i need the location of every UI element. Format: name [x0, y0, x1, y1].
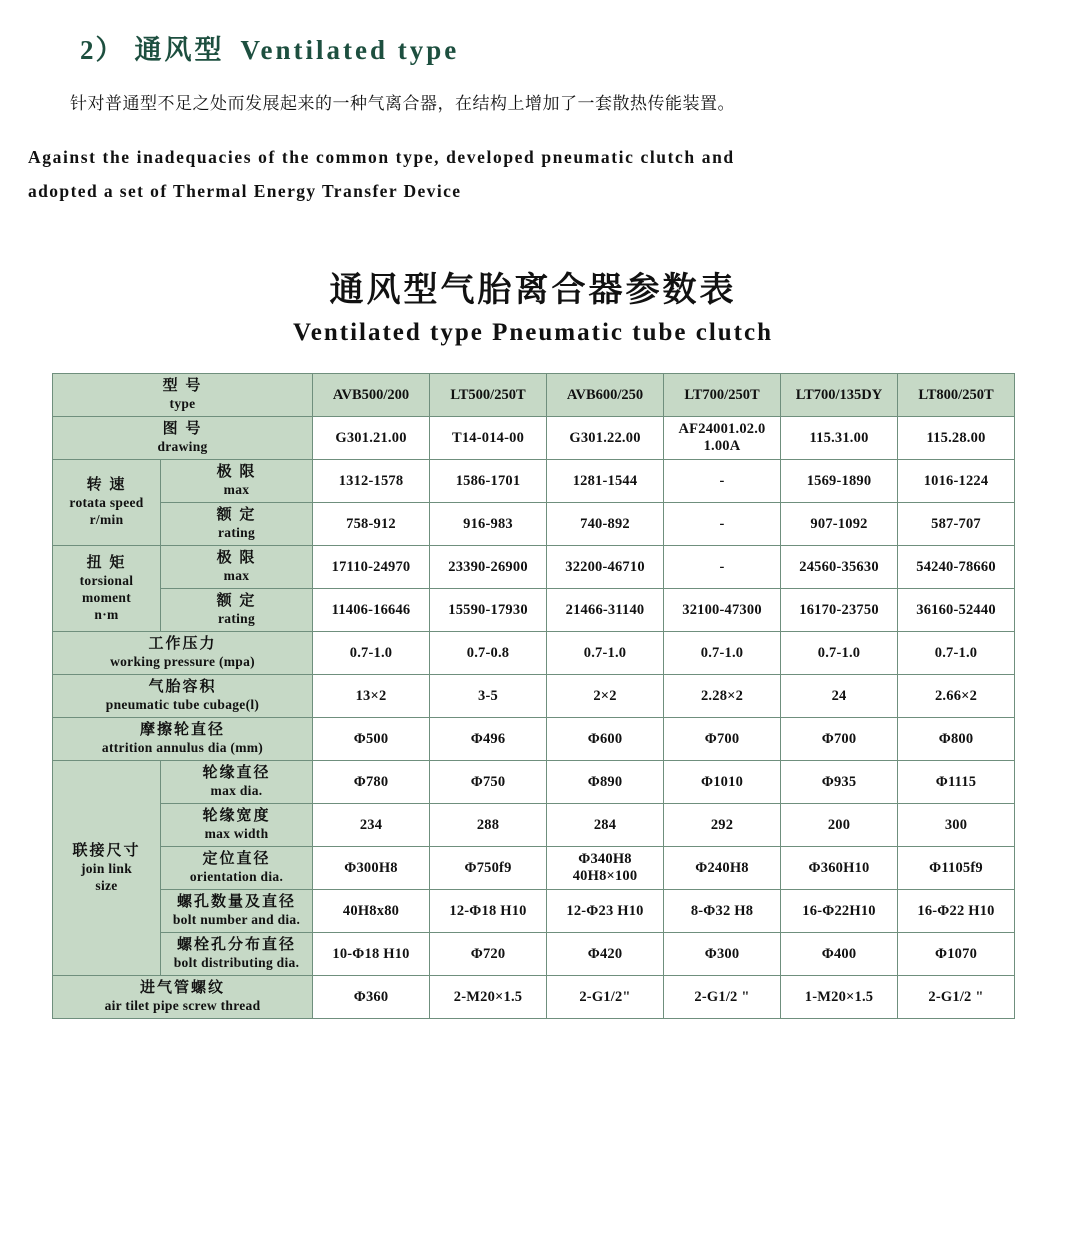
cell-value: 0.7-1.0: [664, 632, 781, 675]
cell-value: 11406-16646: [313, 589, 430, 632]
sub-label-en: rating: [217, 611, 256, 626]
cell-value: Φ300H8: [313, 847, 430, 890]
row-label-working-pressure: [53, 632, 313, 675]
row-label-cn: 气胎容积: [148, 679, 217, 695]
intro-paragraph-en: [28, 140, 1038, 208]
table-row: [53, 804, 1015, 847]
cell-value: 284: [547, 804, 664, 847]
cell-value: Φ496: [430, 718, 547, 761]
table-row: [53, 933, 1015, 976]
cell-value: 1312-1578: [313, 460, 430, 503]
intro-paragraph-en-line1: Against the inadequacies of the common type, developed pneumatic clutch and: [28, 147, 735, 167]
cell-value: 1586-1701: [430, 460, 547, 503]
cell-value: 758-912: [313, 503, 430, 546]
sub-label-cn: 轮缘宽度: [202, 808, 271, 824]
sub-label-cn: 螺孔数量及直径: [177, 894, 297, 910]
cell-value: Φ750f9: [430, 847, 547, 890]
section-title-cn: 通风型: [134, 35, 225, 65]
group-label-en2: r/min: [89, 512, 124, 527]
sub-label-cn: 额 定: [216, 507, 257, 523]
cell-value: 17110-24970: [313, 546, 430, 589]
row-sublabel-bolt-distributing: [161, 933, 313, 976]
intro-paragraph-en-line2: adopted a set of Thermal Energy Transfer Device: [28, 181, 462, 201]
cell-value: Φ340H8 40H8×100: [547, 847, 664, 890]
cell-value: 740-892: [547, 503, 664, 546]
cell-value: 115.28.00: [898, 417, 1015, 460]
spec-table: [52, 373, 1015, 1019]
table-row: [53, 976, 1015, 1019]
cell-value: Φ800: [898, 718, 1015, 761]
table-row: [53, 847, 1015, 890]
cell-value: 2-G1/2": [547, 976, 664, 1019]
table-row: [53, 675, 1015, 718]
sub-label-en: bolt distributing dia.: [173, 955, 300, 970]
cell-value: Φ240H8: [664, 847, 781, 890]
cell-value: 2-M20×1.5: [430, 976, 547, 1019]
sub-label-cn: 螺栓孔分布直径: [177, 937, 297, 953]
row-sublabel-max: [161, 546, 313, 589]
column-header-6: LT800/250T: [898, 374, 1015, 417]
cell-value: 1-M20×1.5: [781, 976, 898, 1019]
sub-label-cn: 轮缘直径: [202, 765, 271, 781]
column-header-4: LT700/250T: [664, 374, 781, 417]
row-label-cn: 进气管螺纹: [140, 980, 226, 996]
cell-value: Φ890: [547, 761, 664, 804]
sub-label-en: max dia.: [210, 783, 263, 798]
sub-label-en: max width: [204, 826, 269, 841]
sub-label-en: max: [223, 482, 250, 497]
cell-value: 32100-47300: [664, 589, 781, 632]
cell-value: 12-Φ23 H10: [547, 890, 664, 933]
row-sublabel-orientation-dia: [161, 847, 313, 890]
cell-value: 115.31.00: [781, 417, 898, 460]
cell-value: Φ750: [430, 761, 547, 804]
row-sublabel-max-width: [161, 804, 313, 847]
column-header-1: AVB500/200: [313, 374, 430, 417]
cell-value: Φ700: [664, 718, 781, 761]
cell-value: Φ360: [313, 976, 430, 1019]
table-row: [53, 417, 1015, 460]
cell-value: Φ360H10: [781, 847, 898, 890]
cell-value: 2-G1/2 ": [898, 976, 1015, 1019]
sub-label-cn: 定位直径: [202, 851, 271, 867]
cell-value: Φ420: [547, 933, 664, 976]
cell-value: 23390-26900: [430, 546, 547, 589]
table-title-en: Ventilated type Pneumatic tube clutch: [293, 319, 773, 346]
cell-value: -: [664, 546, 781, 589]
cell-value: 288: [430, 804, 547, 847]
row-label-drawing: [53, 417, 313, 460]
row-label-cn: 型 号: [162, 378, 203, 394]
cell-value: 32200-46710: [547, 546, 664, 589]
table-row: [53, 374, 1015, 417]
cell-value: 0.7-1.0: [781, 632, 898, 675]
cell-value: -: [664, 460, 781, 503]
cell-value: 2×2: [547, 675, 664, 718]
column-header-2: LT500/250T: [430, 374, 547, 417]
cell-value: 587-707: [898, 503, 1015, 546]
cell-value: 12-Φ18 H10: [430, 890, 547, 933]
cell-value: 2-G1/2 ": [664, 976, 781, 1019]
cell-value: Φ1070: [898, 933, 1015, 976]
cell-value: 1569-1890: [781, 460, 898, 503]
cell-value: 0.7-1.0: [313, 632, 430, 675]
group-label-en2: size: [95, 877, 118, 893]
cell-value: 15590-17930: [430, 589, 547, 632]
cell-value: 2.66×2: [898, 675, 1015, 718]
row-sublabel-rating: [161, 503, 313, 546]
table-row: [53, 761, 1015, 804]
row-sublabel-rating: [161, 589, 313, 632]
cell-value: 1016-1224: [898, 460, 1015, 503]
row-group-join-link-size: [53, 761, 161, 976]
cell-value: 16170-23750: [781, 589, 898, 632]
sub-label-en: bolt number and dia.: [172, 912, 301, 927]
row-label-en: type: [169, 396, 196, 411]
cell-value: 292: [664, 804, 781, 847]
row-label-en: attrition annulus dia (mm): [101, 740, 264, 755]
cell-value: Φ1115: [898, 761, 1015, 804]
row-label-en: pneumatic tube cubage(l): [105, 697, 260, 712]
row-group-torsional-moment: [53, 546, 161, 632]
table-row: [53, 589, 1015, 632]
row-sublabel-max: [161, 460, 313, 503]
row-label-air-pipe-thread: [53, 976, 313, 1019]
group-label-cn: 联接尺寸: [72, 842, 141, 859]
sub-label-cn: 极 限: [216, 550, 257, 566]
row-label-cn: 摩擦轮直径: [140, 722, 226, 738]
section-number: 2）: [80, 35, 125, 65]
row-label-cn: 图 号: [162, 421, 203, 437]
cell-value: 3-5: [430, 675, 547, 718]
sub-label-en: rating: [217, 525, 256, 540]
group-label-en: rotata speed: [69, 495, 144, 510]
cell-value: Φ600: [547, 718, 664, 761]
cell-value: 0.7-1.0: [898, 632, 1015, 675]
cell-value: Φ500: [313, 718, 430, 761]
cell-value: Φ1105f9: [898, 847, 1015, 890]
cell-value: 234: [313, 804, 430, 847]
cell-value: 54240-78660: [898, 546, 1015, 589]
cell-value: 1281-1544: [547, 460, 664, 503]
row-label-cn: 工作压力: [148, 636, 217, 652]
group-label-en: torsional moment: [79, 572, 134, 605]
row-group-rotata-speed: [53, 460, 161, 546]
cell-value: 907-1092: [781, 503, 898, 546]
cell-value: 16-Φ22H10: [781, 890, 898, 933]
group-label-en: join link: [80, 860, 133, 876]
row-sublabel-bolt-number: [161, 890, 313, 933]
table-title-cn: 通风型气胎离合器参数表: [329, 272, 737, 309]
section-title-en: Ventilated type: [240, 35, 460, 65]
cell-value: Φ720: [430, 933, 547, 976]
cell-value: 300: [898, 804, 1015, 847]
row-label-attrition-annulus: [53, 718, 313, 761]
intro-paragraph-cn: 针对普通型不足之处而发展起来的一种气离合器，在结构上增加了一套散热传能装置。: [70, 94, 735, 113]
cell-value: Φ935: [781, 761, 898, 804]
cell-value: AF24001.02.0 1.00A: [664, 417, 781, 460]
cell-value: 21466-31140: [547, 589, 664, 632]
cell-value: Φ1010: [664, 761, 781, 804]
cell-value: 200: [781, 804, 898, 847]
sub-label-en: orientation dia.: [189, 869, 284, 884]
column-header-5: LT700/135DY: [781, 374, 898, 417]
cell-value: Φ300: [664, 933, 781, 976]
sub-label-cn: 额 定: [216, 593, 257, 609]
cell-value: Φ400: [781, 933, 898, 976]
row-label-tube-cubage: [53, 675, 313, 718]
group-label-en2: n·m: [94, 606, 119, 622]
section-heading: [80, 28, 1066, 67]
table-row: [53, 460, 1015, 503]
cell-value: T14-014-00: [430, 417, 547, 460]
group-label-cn: 扭 矩: [86, 554, 127, 571]
spec-table-container: [52, 373, 1014, 1019]
cell-value: 36160-52440: [898, 589, 1015, 632]
cell-value: Φ700: [781, 718, 898, 761]
cell-value: 8-Φ32 H8: [664, 890, 781, 933]
row-label-en: air tilet pipe screw thread: [104, 998, 261, 1013]
sub-label-cn: 极 限: [216, 464, 257, 480]
row-label-en: working pressure (mpa): [110, 654, 255, 669]
column-header-3: AVB600/250: [547, 374, 664, 417]
cell-value: 0.7-1.0: [547, 632, 664, 675]
cell-value: 916-983: [430, 503, 547, 546]
cell-value: 2.28×2: [664, 675, 781, 718]
cell-value: Φ780: [313, 761, 430, 804]
cell-value: 0.7-0.8: [430, 632, 547, 675]
table-row: [53, 503, 1015, 546]
table-row: [53, 718, 1015, 761]
group-label-cn: 转 速: [86, 477, 127, 493]
table-row: [53, 546, 1015, 589]
cell-value: 10-Φ18 H10: [313, 933, 430, 976]
cell-value: -: [664, 503, 781, 546]
cell-value: 13×2: [313, 675, 430, 718]
row-sublabel-max-dia: [161, 761, 313, 804]
cell-value: 16-Φ22 H10: [898, 890, 1015, 933]
cell-value: G301.22.00: [547, 417, 664, 460]
cell-value: G301.21.00: [313, 417, 430, 460]
cell-value: 40H8x80: [313, 890, 430, 933]
table-row: [53, 890, 1015, 933]
cell-value: 24560-35630: [781, 546, 898, 589]
cell-value: 24: [781, 675, 898, 718]
row-label-en: drawing: [157, 439, 208, 454]
sub-label-en: max: [223, 568, 250, 583]
table-row: [53, 632, 1015, 675]
row-label-type: [53, 374, 313, 417]
